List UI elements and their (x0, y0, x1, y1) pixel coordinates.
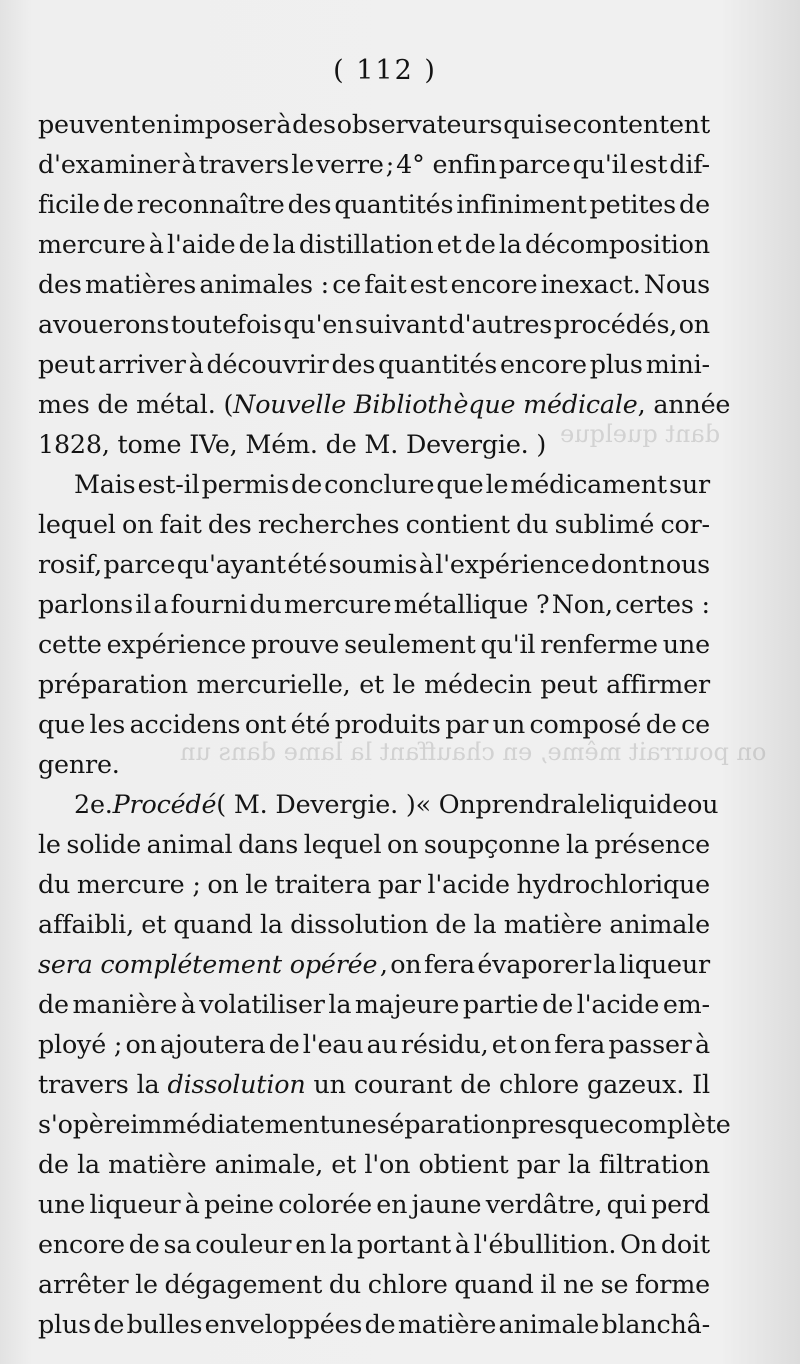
word: et (141, 909, 167, 939)
word: encore (450, 269, 538, 299)
text-line (38, 1224, 710, 1264)
word: filtration (598, 1149, 710, 1179)
word: de (102, 189, 134, 219)
word: encore (38, 1229, 125, 1259)
word: avouerons (38, 309, 170, 339)
word: presque (511, 1109, 614, 1139)
page-body-text (38, 104, 731, 1344)
word: bulles (126, 1309, 203, 1339)
word: expérience (106, 629, 247, 659)
word: gazeux. (587, 1069, 685, 1099)
word: la (498, 229, 522, 259)
word: distillation (298, 229, 434, 259)
text-line (38, 784, 719, 824)
word: verre (316, 149, 384, 179)
text-line (38, 144, 710, 184)
word: par (445, 709, 489, 739)
text-line (38, 624, 710, 664)
word: la (272, 229, 296, 259)
word: mini- (645, 349, 710, 379)
word: imposer (172, 109, 276, 139)
word: recherches (257, 509, 400, 539)
word: cette (38, 629, 102, 659)
word: s'opère (38, 1109, 131, 1139)
word: à (148, 229, 164, 259)
word: soumis (328, 549, 418, 579)
word: de (645, 709, 677, 739)
word: de (38, 989, 69, 1019)
word: chlore (367, 1269, 448, 1299)
word: ce (332, 269, 362, 299)
word: peut (38, 349, 96, 379)
word: dif- (669, 149, 710, 179)
word: Nouvelle Bibliothèque médicale (233, 389, 638, 419)
word: été (287, 549, 328, 579)
word: couleur (195, 1229, 292, 1259)
word: médecin (424, 669, 532, 699)
word: matière (503, 909, 603, 939)
word: du (38, 869, 71, 899)
word: la (260, 909, 283, 939)
word: affirmer (606, 669, 710, 699)
word: animal (146, 829, 233, 859)
word: des (292, 109, 336, 139)
word: découvrir (206, 349, 329, 379)
word: on (121, 509, 154, 539)
word: Procédé (112, 789, 217, 819)
word: composé (529, 709, 642, 739)
word: fait (159, 509, 202, 539)
word: d'examiner (38, 149, 180, 179)
word: à (180, 989, 196, 1019)
word: peuvent (38, 109, 141, 139)
word: l'expérience (435, 549, 590, 579)
word: séparation (376, 1109, 512, 1139)
text-line (38, 1144, 710, 1184)
word: jaune (411, 1189, 482, 1219)
word: ficile (38, 189, 100, 219)
word: mercurielle, (196, 669, 351, 699)
word: petites (589, 189, 676, 219)
word: une (662, 629, 710, 659)
word: animale (498, 1309, 600, 1339)
page-number-header: ( 112 ) (333, 55, 437, 86)
text-line (38, 104, 710, 144)
word: métallique ? (393, 589, 550, 619)
word: de (128, 1229, 160, 1259)
word: un (313, 1069, 346, 1099)
word: prendra (475, 789, 578, 819)
word: courant (353, 1069, 453, 1099)
word: un (492, 709, 525, 739)
word: fera (554, 1029, 606, 1059)
word: genre. (38, 749, 120, 779)
word: verdâtre, (485, 1189, 603, 1219)
word: l'ébullition. (473, 1229, 617, 1259)
word: le (485, 469, 509, 499)
word: toutefois (170, 309, 282, 339)
word: la (567, 1149, 591, 1179)
word: qu'ayant (176, 549, 286, 579)
word: On (620, 1229, 657, 1259)
word: plus (38, 1309, 91, 1339)
word: seulement (344, 629, 476, 659)
word: d'autres (448, 309, 553, 339)
word: médicament (510, 469, 667, 499)
word: cor- (660, 509, 710, 539)
word: dissolution (290, 909, 429, 939)
word: en (376, 1189, 408, 1219)
word: la (328, 989, 352, 1019)
text-line (38, 264, 710, 304)
word: majeure (354, 989, 460, 1019)
word: lequel (38, 509, 116, 539)
word: traitera (274, 869, 372, 899)
word: mercure (283, 589, 392, 619)
word: la (565, 829, 589, 859)
word: animale (609, 909, 710, 939)
text-line (38, 704, 710, 744)
word: du (328, 1269, 362, 1299)
word: liqueur (618, 949, 710, 979)
word: peine (204, 1189, 274, 1219)
word: ; (385, 149, 395, 179)
word: soupçonne (423, 829, 561, 859)
word: en (141, 109, 173, 139)
word: manière (72, 989, 178, 1019)
word: passer (608, 1029, 692, 1059)
text-line (38, 944, 710, 984)
word: qui (503, 109, 544, 139)
word: mes de métal. ( (38, 389, 234, 419)
word: sublimé (554, 509, 655, 539)
word: de (435, 909, 467, 939)
word: complète (613, 1109, 731, 1139)
word: produits (334, 709, 441, 739)
word: quantités (334, 189, 454, 219)
word: rosif, (38, 549, 102, 579)
word: des (38, 269, 82, 299)
word: est (629, 149, 668, 179)
word: inexact. (540, 269, 641, 299)
word: liqueur (89, 1189, 181, 1219)
word: parce (103, 549, 176, 579)
word: hydrochlorique (516, 869, 710, 899)
word: la (473, 909, 497, 939)
word: procédés, (553, 309, 678, 339)
word: des (207, 509, 252, 539)
word: forme (634, 1269, 710, 1299)
text-line (38, 504, 710, 544)
word: matière (397, 1309, 497, 1339)
word: fera (423, 949, 475, 979)
word: et (331, 1149, 357, 1179)
word: on (207, 869, 239, 899)
text-line (38, 1064, 710, 1104)
word: quantités (378, 349, 498, 379)
text-line (38, 824, 710, 864)
word: affaibli, (38, 909, 134, 939)
word: que (436, 469, 484, 499)
word: décomposition (524, 229, 710, 259)
word: matières (84, 269, 197, 299)
word: lequel (303, 829, 382, 859)
text-line (38, 984, 710, 1024)
word: quand (173, 909, 253, 939)
text-line (38, 344, 710, 384)
word: volatiliser (199, 989, 325, 1019)
word: contentent (572, 109, 710, 139)
word: animale, (214, 1149, 324, 1179)
word: en (295, 1229, 327, 1259)
word: préparation (38, 669, 188, 699)
word: peut (540, 669, 598, 699)
word: le (392, 669, 416, 699)
word: l'on (364, 1149, 411, 1179)
word: au (366, 1029, 398, 1059)
bleed-through-text: dant quelque (560, 420, 721, 448)
word: à (181, 149, 197, 179)
word: 1828, tome IVe, Mém. de M. Devergie. ) (38, 429, 547, 459)
word: on (678, 309, 710, 339)
word: dégagement (164, 1269, 323, 1299)
word: et (359, 669, 385, 699)
word: de (268, 1029, 300, 1059)
text-line (38, 904, 710, 944)
word: de (460, 1069, 492, 1099)
word: , (379, 949, 388, 979)
word: travers (198, 149, 290, 179)
word: Nous (643, 269, 710, 299)
text-line (38, 544, 710, 584)
word: ce (681, 709, 710, 739)
word: permis (201, 469, 290, 499)
word: observateurs (336, 109, 503, 139)
word: travers (38, 1069, 129, 1099)
word: matière (108, 1149, 207, 1179)
word: qui (606, 1189, 647, 1219)
word: résidu, (400, 1029, 489, 1059)
bleed-through-text: on pourrait même, en chauffant la lame dans un (180, 738, 767, 766)
word: la (593, 949, 617, 979)
word: de (364, 1309, 396, 1339)
word: mercure (38, 229, 146, 259)
word: se (600, 1269, 629, 1299)
word: il (540, 1269, 557, 1299)
word: évaporer (477, 949, 592, 979)
word: été (290, 709, 331, 739)
word: accidens (129, 709, 241, 739)
text-line (38, 584, 710, 624)
word: qu'en (283, 309, 354, 339)
word: une (329, 1109, 377, 1139)
word: renferme (540, 629, 658, 659)
word: parlons (38, 589, 133, 619)
word: se (544, 109, 572, 139)
word: contient (405, 509, 510, 539)
word: une (38, 1189, 86, 1219)
word: est-il (137, 469, 200, 499)
word: conclure (324, 469, 435, 499)
word: enveloppées (204, 1309, 363, 1339)
word: à (184, 1189, 200, 1219)
word: à (188, 349, 204, 379)
word: doit (660, 1229, 710, 1259)
word: suivant (354, 309, 448, 339)
word: parce (498, 149, 571, 179)
text-line (38, 1024, 710, 1064)
word: fourni (170, 589, 248, 619)
text-line (38, 1264, 710, 1304)
word: que (38, 709, 86, 739)
word: obtient (418, 1149, 509, 1179)
text-line (38, 1304, 710, 1344)
word: par (377, 869, 421, 899)
word: ne (562, 1269, 594, 1299)
word: encore (499, 349, 587, 379)
word: l'acide (576, 989, 660, 1019)
word: ajoutera (159, 1029, 266, 1059)
word: arriver (97, 349, 186, 379)
word: qu'il (572, 149, 628, 179)
word: la (136, 1069, 160, 1099)
word: fait (364, 269, 407, 299)
word: chlore (499, 1069, 579, 1099)
text-line (38, 864, 710, 904)
text-line (38, 1184, 710, 1224)
word: 2e. (74, 789, 113, 819)
word: em- (662, 989, 710, 1019)
word: à (276, 109, 292, 139)
word: mercure ; (76, 869, 201, 899)
word: l'eau (302, 1029, 364, 1059)
word: de (464, 229, 496, 259)
text-line (38, 744, 710, 784)
word: a (153, 589, 169, 619)
word: on (519, 1029, 551, 1059)
word: certes : (615, 589, 710, 619)
word: nous (649, 549, 710, 579)
word: le (245, 869, 268, 899)
word: on (387, 829, 419, 859)
word: la (77, 1149, 100, 1179)
word: , année (637, 389, 731, 419)
word: solide (66, 829, 142, 859)
word: dans (238, 829, 299, 859)
word: sa (163, 1229, 192, 1259)
word: ont (244, 709, 287, 739)
word: dissolution (167, 1069, 306, 1099)
word: qu'il (480, 629, 536, 659)
word: portant (356, 1229, 452, 1259)
word: de (238, 229, 270, 259)
word: ( M. Devergie. ) (216, 789, 416, 819)
text-line (38, 304, 710, 344)
text-line (38, 384, 731, 424)
text-line (38, 464, 710, 504)
word: sera complétement opérée (38, 949, 378, 979)
word: à (418, 549, 434, 579)
word: le (291, 149, 314, 179)
word: partie (462, 989, 539, 1019)
word: colorée (278, 1189, 372, 1219)
word: quand (454, 1269, 534, 1299)
word: Il (692, 1069, 710, 1099)
word: des (287, 189, 332, 219)
word: on (125, 1029, 157, 1059)
word: prouve (251, 629, 340, 659)
word: par (516, 1149, 560, 1179)
word: et (436, 229, 462, 259)
word: l'acide (427, 869, 510, 899)
word: à (694, 1029, 710, 1059)
word: du (516, 509, 549, 539)
word: reconnaître (136, 189, 285, 219)
word: Non, (551, 589, 613, 619)
word: est (409, 269, 448, 299)
word: de (291, 469, 323, 499)
word: et (491, 1029, 517, 1059)
text-line (38, 424, 710, 464)
word: 4° enfin (396, 149, 497, 179)
word: des (331, 349, 376, 379)
word: le (38, 829, 61, 859)
word: sur (669, 469, 710, 499)
text-line (38, 664, 710, 704)
word: infiniment (456, 189, 587, 219)
word: le (135, 1269, 158, 1299)
word: de (38, 1149, 69, 1179)
word: ou (687, 789, 719, 819)
word: à (454, 1229, 470, 1259)
word: présence (594, 829, 710, 859)
word: Mais (74, 469, 136, 499)
word: du (249, 589, 282, 619)
word: immédiatement (130, 1109, 330, 1139)
word: le (577, 789, 601, 819)
word: ployé ; (38, 1029, 123, 1059)
word: l'aide (166, 229, 236, 259)
word: il (135, 589, 152, 619)
word: arrêter (38, 1269, 129, 1299)
word: on (390, 949, 422, 979)
text-line (38, 224, 710, 264)
word: dont (590, 549, 649, 579)
word: plus (589, 349, 643, 379)
word: animales : (199, 269, 330, 299)
word: perd (651, 1189, 710, 1219)
word: les (89, 709, 126, 739)
word: de (542, 989, 574, 1019)
word: « On (415, 789, 476, 819)
word: liquide (600, 789, 688, 819)
word: la (330, 1229, 353, 1259)
word: de (93, 1309, 125, 1339)
text-line (38, 1104, 731, 1144)
word: blanchâ- (601, 1309, 710, 1339)
word: de (679, 189, 710, 219)
text-line (38, 184, 710, 224)
